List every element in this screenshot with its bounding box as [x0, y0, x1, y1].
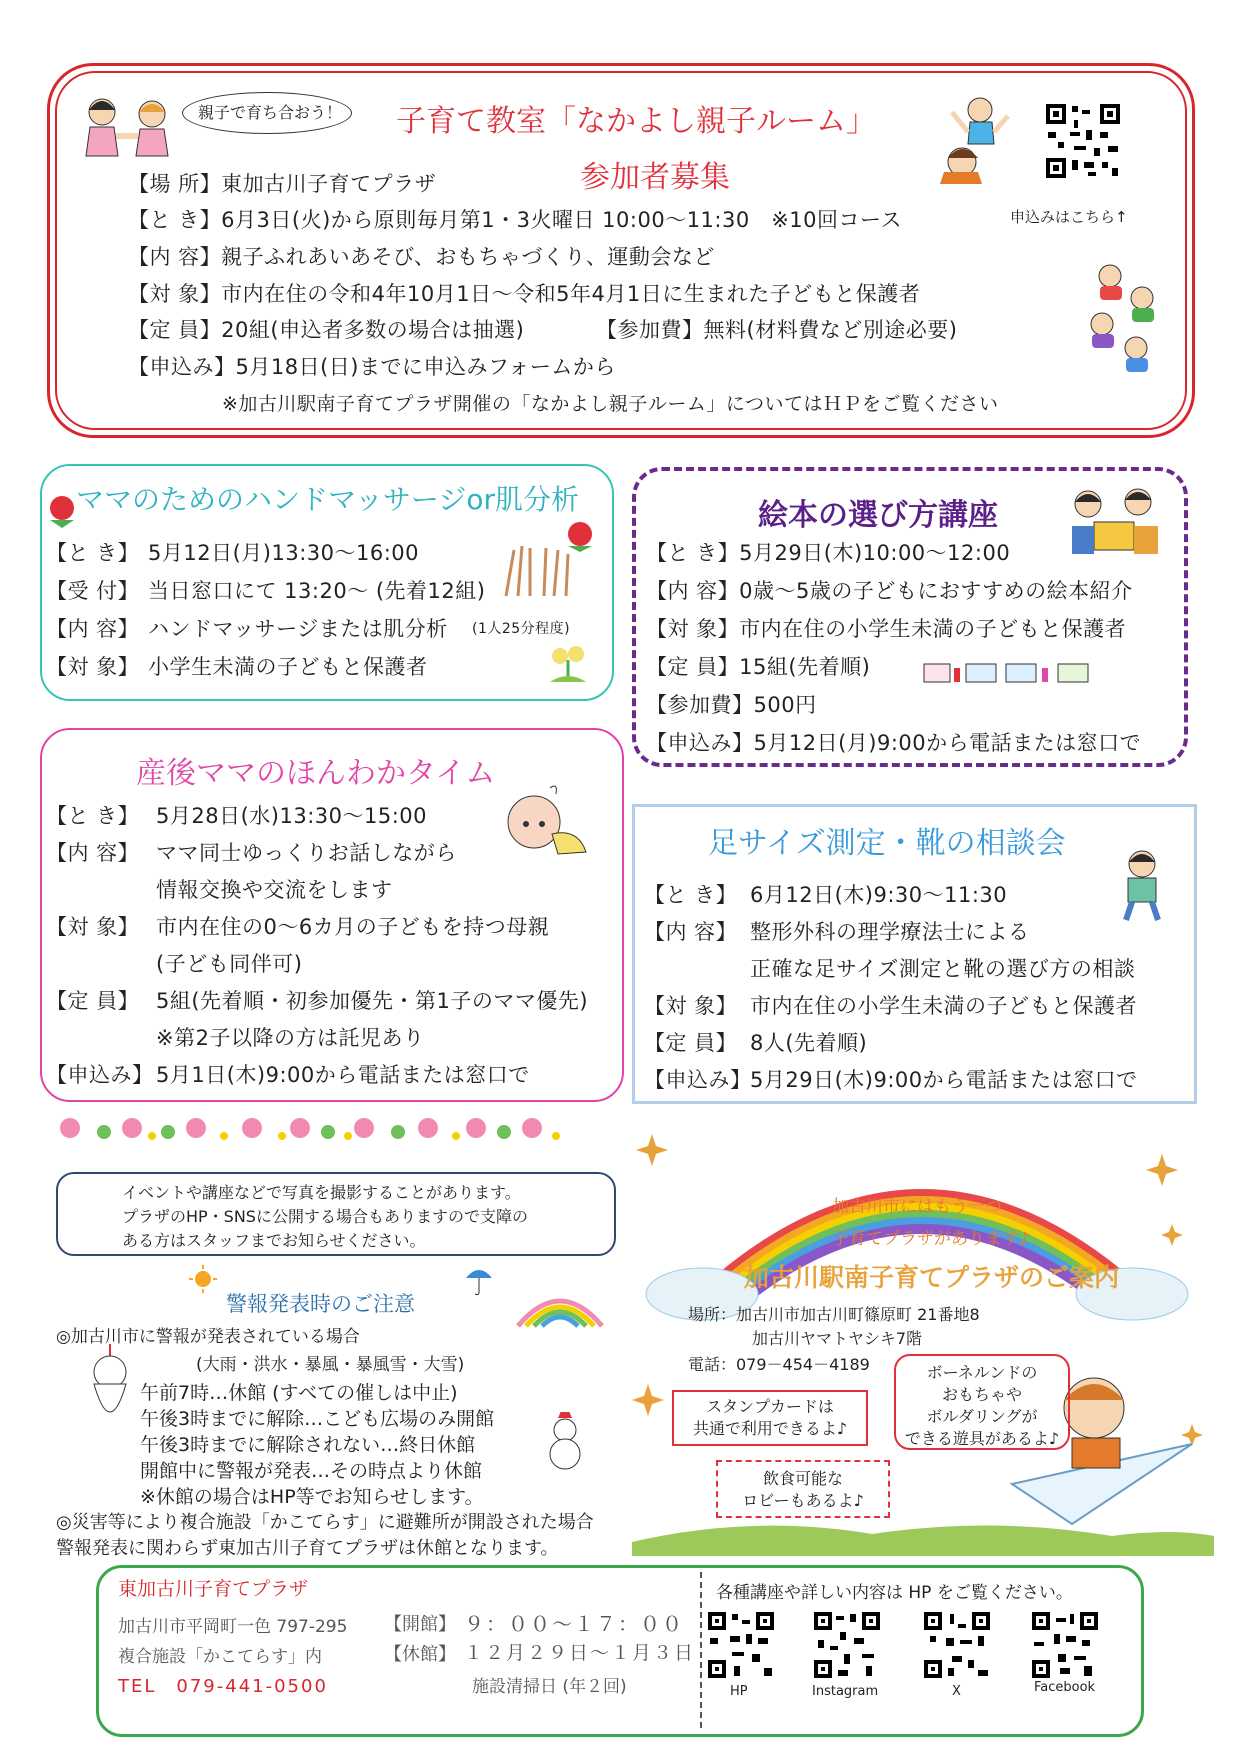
warning-line-5: ※休館の場合はHP等でお知らせします。 [140, 1486, 484, 1508]
sango-title: 産後ママのほんわかタイム [136, 756, 496, 791]
warning-line-2: 午後3時までに解除…こども広場のみ開館 [140, 1408, 495, 1430]
ashi-label-target: 【対 象】 [644, 994, 738, 1018]
bonerund-line-3: ボルダリングが [926, 1407, 1038, 1426]
ashi-label-content: 【内 容】 [644, 920, 738, 944]
sango-value-target-2: (子ども同伴可) [156, 952, 303, 976]
qr-label-x: X [952, 1684, 961, 1699]
footer-qr-heading: 各種講座や詳しい内容は HP をご覧ください。 [716, 1583, 1073, 1603]
footer-closed-days: １２月２９日～１月３日 [464, 1642, 696, 1664]
massage-label-content: 【内 容】 [46, 617, 140, 641]
child-walking-illustration [1104, 846, 1184, 926]
kids-reading-illustration [1064, 486, 1168, 556]
massage-value-reception: 当日窓口にて 13:20～ (先着12組) [148, 579, 486, 603]
ashi-value-capacity: 8人(先着順) [750, 1031, 868, 1055]
minami-address-1: 場所：加古川市加古川町篠原町 21番地8 [688, 1305, 980, 1324]
kyoshitsu-note: ※加古川駅南子育てプラザ開催の「なかよし親子ルーム」についてはＨＰをご覧ください [222, 393, 999, 415]
minami-title: 加古川駅南子育てプラザのご案内 [744, 1263, 1120, 1292]
ehon-fee: 【参加費】500円 [646, 693, 817, 717]
instagram-qr-code[interactable] [812, 1610, 882, 1680]
ashi-value-apply: 5月29日(木)9:00から電話または窓口で [750, 1068, 1138, 1092]
sango-label-apply: 【申込み】 [46, 1063, 154, 1087]
ehon-date: 【と き】5月29日(木)10:00～12:00 [646, 541, 1011, 565]
ashi-label-date: 【と き】 [644, 883, 738, 907]
kyoshitsu-subtitle: 参加者募集 [580, 160, 730, 195]
rainbow-icon [510, 1282, 610, 1330]
lobby-callout [716, 1460, 890, 1518]
qr-caption: 申込みはこちら↑ [1010, 208, 1128, 226]
footer-closed-label: 【休館】 [384, 1644, 456, 1665]
application-qr-code[interactable] [1044, 102, 1122, 180]
ashi-value-date: 6月12日(木)9:30～11:30 [750, 883, 1008, 907]
kids-group-illustration [1080, 262, 1170, 380]
footer-address: 加古川市平岡町一色 797-295 [118, 1617, 348, 1637]
sango-value-target: 市内在住の0～6カ月の子どもを持つ母親 [156, 915, 550, 939]
massage-value-content: ハンドマッサージまたは肌分析 [148, 617, 448, 641]
warning-line-3: 午後3時までに解除されない…終日休館 [140, 1434, 476, 1456]
warning-line-4: 開館中に警報が発表…その時点より休館 [140, 1460, 483, 1482]
ashi-value-target: 市内在住の小学生未満の子どもと保護者 [750, 994, 1137, 1018]
photo-notice-line-3: ある方はスタッフまでお知らせください。 [122, 1231, 426, 1250]
sango-value-apply: 5月1日(木)9:00から電話または窓口で [156, 1063, 530, 1087]
massage-value-date: 5月12日(月)13:30～16:00 [148, 541, 420, 565]
footer-open-label: 【開館】 [384, 1614, 456, 1635]
stamp-card-line-1: スタンプカードは [706, 1397, 834, 1416]
two-kids-illustration [80, 92, 180, 162]
footer-name: 東加古川子育てプラザ [118, 1578, 309, 1600]
kyoshitsu-title: 子育て教室「なかよし親子ルーム」 [396, 104, 876, 139]
sango-value-capacity: 5組(先着順・初参加優先・第1子のママ優先) [156, 989, 589, 1013]
stamp-card-line-2: 共通で利用できるよ♪ [692, 1419, 848, 1438]
sango-value-content: ママ同士ゆっくりお話しながら [156, 841, 457, 865]
massage-title: ママのためのハンドマッサージor肌分析 [76, 483, 579, 516]
flower-pot-icon [540, 640, 596, 692]
footer-phone: TEL 079-441-0500 [118, 1676, 328, 1697]
teruteru-bozu-icon [84, 1344, 136, 1444]
minami-intro-1: 加古川市にはもう一つ [832, 1197, 1002, 1217]
qr-label-hp: HP [730, 1684, 748, 1699]
hands-icon [500, 540, 572, 598]
facebook-qr-code[interactable] [1030, 1610, 1100, 1680]
ashi-value-content: 整形外科の理学療法士による [750, 920, 1030, 944]
ehon-apply: 【申込み】5月12日(月)9:00から電話または窓口で [646, 731, 1142, 755]
photo-notice-line-2: プラザのHP・SNSに公開する場合もありますので支障の [122, 1207, 528, 1226]
minami-phone: 電話：079－454－4189 [688, 1355, 870, 1374]
footer-open-hours: ９：００～１７：００ [464, 1612, 684, 1636]
baby-illustration [498, 782, 594, 862]
bonerund-line-2: おもちゃや [941, 1385, 1022, 1404]
kyoshitsu-target: 【対 象】市内在住の令和4年10月1日～令和5年4月1日に生まれた子どもと保護者 [128, 282, 921, 306]
tulip-decoration [56, 1114, 610, 1150]
massage-label-target: 【対 象】 [46, 655, 140, 679]
sango-value-date: 5月28日(水)13:30～15:00 [156, 804, 428, 828]
massage-label-reception: 【受 付】 [46, 579, 140, 603]
ehon-target: 【対 象】市内在住の小学生未満の子どもと保護者 [646, 617, 1127, 641]
warning-intro: ◎加古川市に警報が発表されている場合 [56, 1327, 360, 1347]
books-icon [922, 660, 1090, 686]
ashi-label-capacity: 【定 員】 [644, 1031, 738, 1055]
ehon-capacity: 【定 員】15組(先着順) [646, 655, 871, 679]
kyoshitsu-place: 【場 所】東加古川子育てプラザ [128, 172, 437, 196]
sango-label-target: 【対 象】 [46, 915, 140, 939]
sun-icon [188, 1264, 218, 1294]
ashi-title: 足サイズ測定・靴の相談会 [708, 826, 1066, 861]
sango-value-capacity-2: ※第2子以降の方は託児あり [156, 1026, 425, 1050]
warning-line-1: 午前7時…休館 (すべての催しは中止) [140, 1382, 458, 1404]
bonerund-callout [894, 1354, 1070, 1450]
massage-value-target: 小学生未満の子どもと保護者 [148, 655, 428, 679]
kyoshitsu-date: 【と き】6月3日(火)から原則毎月第1・3火曜日 10:00～11:30 ※10回コース [128, 208, 902, 232]
massage-value-duration: (1人25分程度) [472, 621, 571, 637]
warning-disaster-2: 警報発表に関わらず東加古川子育てプラザは休館となります。 [56, 1538, 559, 1559]
warning-title: 警報発表時のご注意 [226, 1292, 415, 1316]
qr-label-facebook: Facebook [1034, 1680, 1096, 1695]
parent-child-illustration [922, 92, 1022, 184]
warning-types: (大雨・洪水・暴風・暴風雪・大雪) [196, 1355, 465, 1375]
lobby-line-1: 飲食可能な [762, 1469, 843, 1488]
speech-bubble-text: 親子で育ち合おう！ [198, 103, 343, 122]
lobby-line-2: ロビーもあるよ♪ [742, 1491, 864, 1510]
minami-intro-2: 子育てプラザがあります♪ [832, 1229, 1030, 1249]
sango-label-capacity: 【定 員】 [46, 989, 140, 1013]
ehon-content: 【内 容】0歳～5歳の子どもにおすすめの絵本紹介 [646, 579, 1133, 603]
qr-label-instagram: Instagram [812, 1684, 879, 1699]
x-qr-code[interactable] [922, 1610, 992, 1680]
kyoshitsu-content: 【内 容】親子ふれあいあそび、おもちゃづくり、運動会など [128, 245, 715, 269]
footer-divider [700, 1572, 704, 1728]
bonerund-line-1: ボーネルンドの [926, 1363, 1038, 1382]
warning-disaster-1: ◎災害等により複合施設「かこてらす」に避難所が開設された場合 [56, 1512, 594, 1533]
kyoshitsu-fee: 【参加費】無料(材料費など別途必要) [596, 318, 958, 342]
ehon-title: 絵本の選び方講座 [758, 498, 998, 533]
umbrella-icon [464, 1264, 494, 1298]
sango-value-content-2: 情報交換や交流をします [156, 878, 393, 902]
minami-address-2: 加古川ヤマトヤシキ7階 [752, 1329, 923, 1348]
footer-cleaning: 施設清掃日 (年２回) [472, 1677, 627, 1697]
bonerund-line-4: できる遊具があるよ♪ [904, 1429, 1060, 1448]
footer-building: 複合施設「かこてらす」内 [118, 1647, 322, 1667]
ashi-value-content-2: 正確な足サイズ測定と靴の選び方の相談 [750, 957, 1136, 981]
sango-label-content: 【内 容】 [46, 841, 140, 865]
sango-label-date: 【と き】 [46, 804, 140, 828]
photo-notice-line-1: イベントや講座などで写真を撮影することがあります。 [122, 1183, 521, 1202]
snowman-icon [538, 1412, 592, 1470]
kyoshitsu-capacity: 【定 員】20組(申込者多数の場合は抽選) [128, 318, 525, 342]
hp-qr-code[interactable] [706, 1610, 776, 1680]
massage-label-date: 【と き】 [46, 541, 140, 565]
stamp-card-callout [672, 1390, 868, 1446]
kyoshitsu-apply: 【申込み】5月18日(日)までに申込みフォームから [128, 355, 616, 379]
ashi-label-apply: 【申込み】 [644, 1068, 752, 1092]
